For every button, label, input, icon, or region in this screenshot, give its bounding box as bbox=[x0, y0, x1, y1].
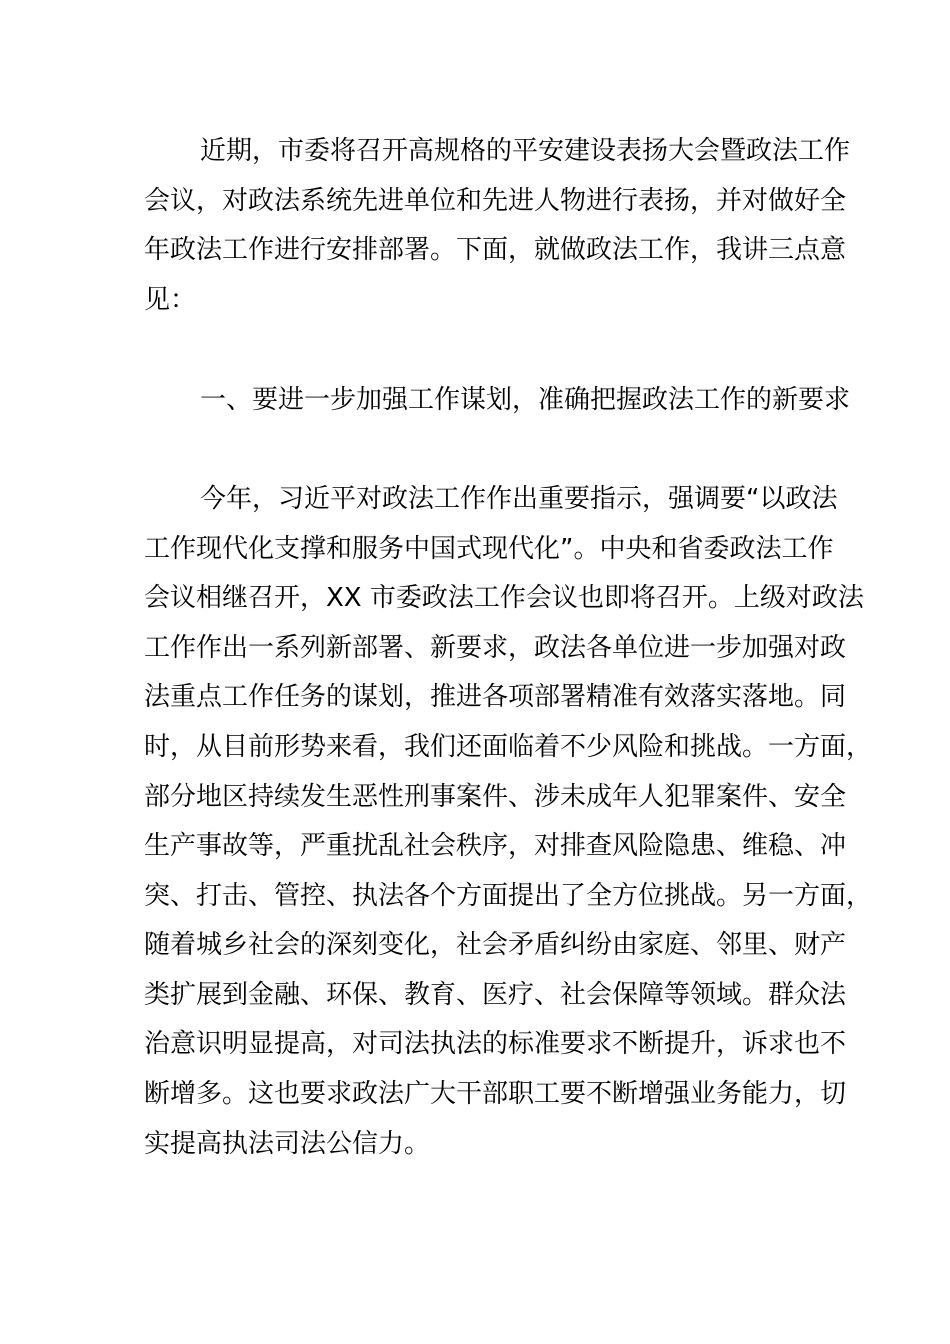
paragraph-line: 随着城乡社会的深刻变化，社会矛盾纠纷由家庭、邻里、财产 bbox=[144, 930, 847, 960]
paragraph-line: 近期，市委将召开高规格的平安建设表扬大会暨政法工作 bbox=[200, 136, 851, 166]
paragraph-line: 会议相继召开，XX 市委政法工作会议也即将召开。上级对政法 bbox=[144, 583, 864, 613]
paragraph-line: 会议，对政法系统先进单位和先进人物进行表扬，并对做好全 bbox=[144, 186, 847, 216]
paragraph-line: 生产事故等，严重扰乱社会秩序，对排查风险隐患、维稳、冲 bbox=[144, 831, 847, 861]
section-heading: 一、要进一步加强工作谋划，准确把握政法工作的新要求 bbox=[200, 385, 851, 415]
paragraph-line: 类扩展到金融、环保、教育、医疗、社会保障等领域。群众法 bbox=[144, 980, 847, 1010]
paragraph-line: 工作作出一系列新部署、新要求，政法各单位进一步加强对政 bbox=[144, 633, 847, 663]
paragraph-line: 工作现代化支撑和服务中国式现代化”。中央和省委政法工作 bbox=[144, 534, 834, 564]
paragraph-line: 部分地区持续发生恶性刑事案件、涉未成年人犯罪案件、安全 bbox=[144, 782, 847, 812]
paragraph-line: 年政法工作进行安排部署。下面，就做政法工作，我讲三点意 bbox=[144, 235, 847, 265]
paragraph-line: 见： bbox=[144, 285, 197, 315]
paragraph-line: 实提高执法司法公信力。 bbox=[144, 1129, 431, 1159]
paragraph-line: 法重点工作任务的谋划，推进各项部署精准有效落实落地。同 bbox=[144, 682, 847, 712]
paragraph-line: 治意识明显提高，对司法执法的标准要求不断提升，诉求也不 bbox=[144, 1029, 847, 1059]
paragraph-line: 断增多。这也要求政法广大干部职工要不断增强业务能力，切 bbox=[144, 1079, 847, 1109]
paragraph-line: 突、打击、管控、执法各个方面提出了全方位挑战。另一方面， bbox=[144, 881, 873, 911]
paragraph-line: 今年，习近平对政法工作作出重要指示，强调要“以政法 bbox=[200, 484, 838, 514]
paragraph-line: 时，从目前形势来看，我们还面临着不少风险和挑战。一方面， bbox=[144, 732, 873, 762]
